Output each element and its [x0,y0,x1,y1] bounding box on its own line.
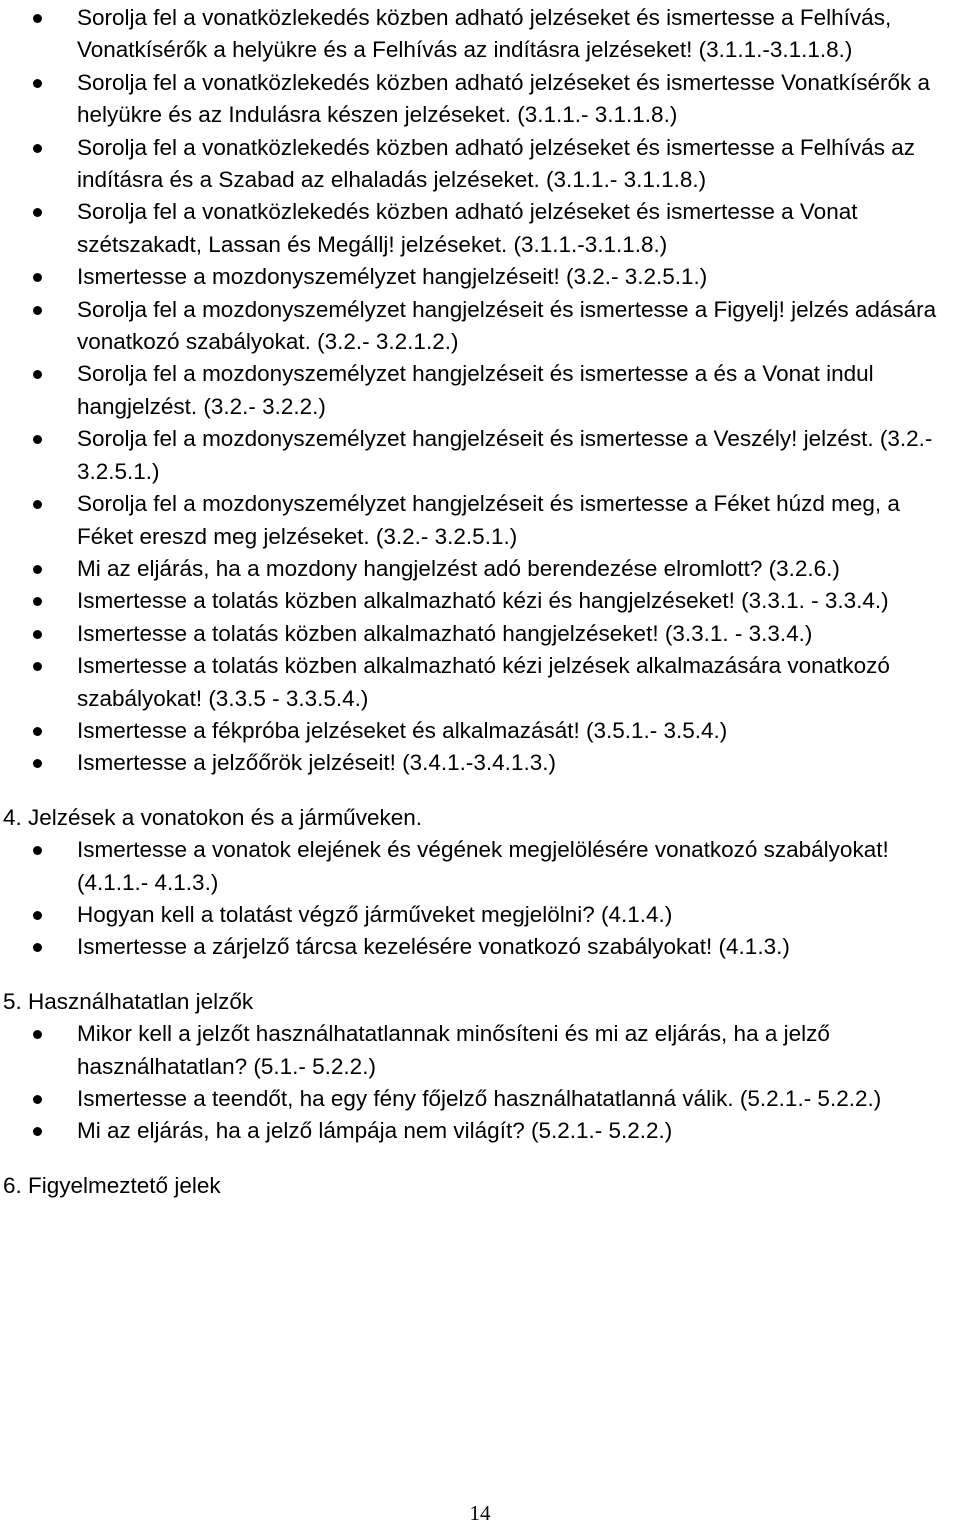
list-item [0,132,960,197]
list-item-text: Mi az eljárás, ha a jelző lámpája nem világít? (5.2.1.- 5.2.2.) [77,1118,673,1144]
bullet-icon [33,662,42,671]
list-item [0,423,960,488]
list-item-text: Sorolja fel a mozdonyszemélyzet hangjelzéseit és ismertesse a Veszély! jelzést. (3.2.- 3.2.5.1.) [77,426,933,484]
list-item [0,834,960,899]
section-5-heading: 5. Használhatatlan jelzők [3,988,254,1014]
page-content [0,2,960,1202]
list-item [0,553,960,585]
bullet-icon [33,1030,42,1039]
bullet-icon [33,565,42,574]
list-item-text: Sorolja fel a vonatközlekedés közben adható jelzéseket és ismertesse a Felhívás az indításra és a Szabad az elhaladás jelzéseket. (3.1.1.- 3.1.1.8.) [77,134,915,193]
list-item [0,715,960,747]
list-item [0,294,960,359]
bullet-icon [33,500,42,509]
section-6-heading: 6. Figyelmeztető jelek [3,1172,221,1198]
list-item [0,899,960,931]
list-item [0,1018,960,1083]
bullet-icon [33,1127,42,1136]
list-item [0,747,960,779]
list-item-text: Ismertesse a tolatás közben alkalmazható kézi és hangjelzéseket! (3.3.1. - 3.3.4.) [77,588,889,614]
list-item-text: Sorolja fel a vonatközlekedés közben adható jelzéseket és ismertesse Vonatkísérők a helyükre és az Indulásra készen jelzéseket. (3.1.1.- 3.1.1.8.) [77,69,930,128]
section-3-list [0,2,960,780]
list-item [0,67,960,132]
list-item-text: Ismertesse a vonatok elejének és végének megjelölésére vonatkozó szabályokat! (4.1.1.- 4.1.3.) [77,837,889,895]
section-4-heading: 4. Jelzések a vonatokon és a járműveken. [3,804,422,830]
list-item-text: Sorolja fel a mozdonyszemélyzet hangjelzéseit és ismertesse a Féket húzd meg, a Féket ereszd meg jelzéseket. (3.2.- 3.2.5.1.) [77,491,900,549]
bullet-icon [33,79,42,88]
page-number: 14 [469,1501,491,1525]
list-item-text: Ismertesse a tolatás közben alkalmazható kézi jelzések alkalmazására vonatkozó szabályokat! (3.3.5 - 3.3.5.4.) [77,653,890,711]
list-item-text: Ismertesse a fékpróba jelzéseket és alkalmazását! (3.5.1.- 3.5.4.) [77,717,728,743]
bullet-icon [33,208,42,217]
list-item-text: Sorolja fel a vonatközlekedés közben adható jelzéseket és ismertesse a Vonat szétszakadt, Lassan és Megállj! jelzéseket. (3.1.1.-3.1.1.8.) [77,199,858,257]
bullet-icon [33,846,42,855]
list-item [0,618,960,650]
bullet-icon [33,306,42,315]
list-item-text: Ismertesse a zárjelző tárcsa kezelésére vonatkozó szabályokat! (4.1.3.) [77,934,790,960]
bullet-icon [33,435,42,444]
list-item-text: Sorolja fel a vonatközlekedés közben adható jelzéseket és ismertesse a Felhívás, Vonatkísérők a helyükre és a Felhívás az indításra jelzéseket! (3.1.1.-3.1.1.8.) [77,5,892,63]
bullet-icon [33,911,42,920]
list-item [0,196,960,261]
list-item [0,261,960,293]
list-item-text: Ismertesse a mozdonyszemélyzet hangjelzéseit! (3.2.- 3.2.5.1.) [77,264,708,290]
list-item-text: Mikor kell a jelzőt használhatatlannak minősíteni és mi az eljárás, ha a jelző használhatatlan? (5.1.- 5.2.2.) [77,1021,830,1079]
list-item [0,931,960,963]
bullet-icon [33,1095,42,1104]
list-item-text: Sorolja fel a mozdonyszemélyzet hangjelzéseit és ismertesse a Figyelj! jelzés adására vonatkozó szabályokat. (3.2.- 3.2.1.2.) [77,296,937,355]
list-item [0,1115,960,1147]
list-item-text: Ismertesse a jelzőőrök jelzéseit! (3.4.1.-3.4.1.3.) [77,750,556,776]
list-item-text: Hogyan kell a tolatást végző járműveket megjelölni? (4.1.4.) [77,901,673,927]
list-item [0,1083,960,1115]
list-item [0,488,960,553]
list-item [0,2,960,67]
bullet-icon [33,759,42,768]
bullet-icon [33,727,42,736]
bullet-icon [33,370,42,379]
bullet-icon [33,14,42,23]
list-item-text: Mi az eljárás, ha a mozdony hangjelzést adó berendezése elromlott? (3.2.6.) [77,555,840,581]
section-5-list [0,1018,960,1148]
list-item [0,585,960,617]
list-item-text: Sorolja fel a mozdonyszemélyzet hangjelzéseit és ismertesse a és a Vonat indul hangjelzést. (3.2.- 3.2.2.) [77,361,874,419]
list-item [0,358,960,423]
list-item-text: Ismertesse a teendőt, ha egy fény főjelző használhatatlanná válik. (5.2.1.- 5.2.2.) [77,1086,882,1111]
bullet-icon [33,630,42,639]
bullet-icon [33,273,42,282]
list-item-text: Ismertesse a tolatás közben alkalmazható hangjelzéseket! (3.3.1. - 3.3.4.) [77,620,813,646]
section-4-list [0,834,960,964]
bullet-icon [33,943,42,952]
list-item [0,650,960,715]
bullet-icon [33,597,42,606]
bullet-icon [33,144,42,153]
